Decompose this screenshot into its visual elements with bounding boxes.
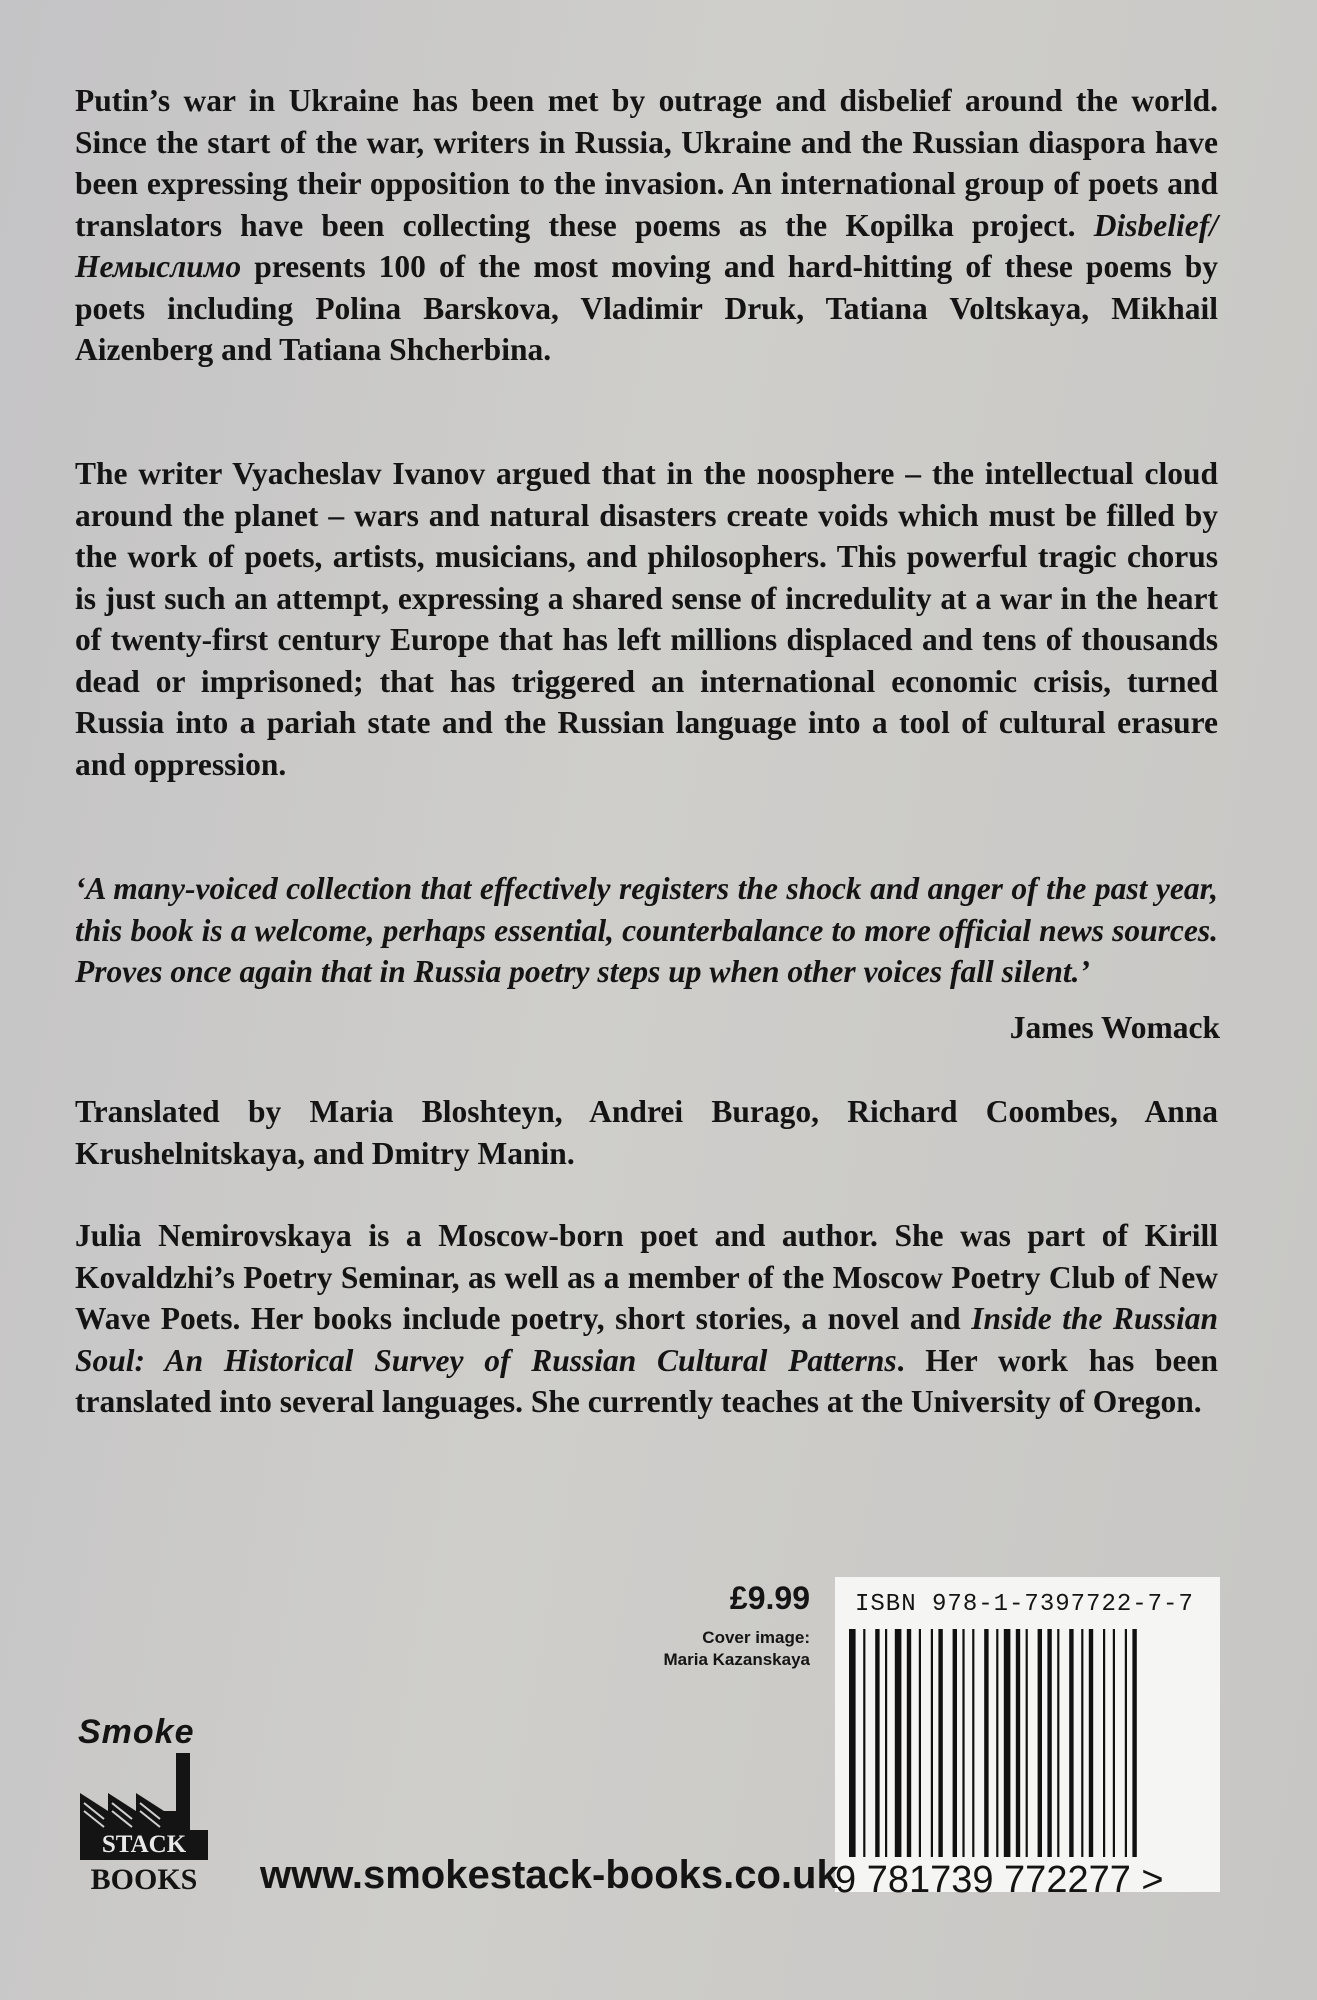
logo-books-label: BOOKS bbox=[90, 1863, 198, 1896]
barcode-bar bbox=[1016, 1629, 1020, 1857]
blurb-paragraph-intro bbox=[75, 80, 1218, 371]
barcode-bar bbox=[1113, 1629, 1115, 1857]
isbn-barcode-box bbox=[835, 1577, 1220, 1901]
author-bio bbox=[75, 1215, 1218, 1423]
cover-image-credit bbox=[600, 1627, 810, 1671]
translators-paragraph: Translated by Maria Bloshteyn, Andrei Burago, Richard Coombes, Anna Krushelnitskaya, and Dmitry Manin. bbox=[75, 1094, 1218, 1171]
barcode-bar bbox=[938, 1629, 942, 1857]
bio-text: Julia Nemirovskaya is a Moscow-born poet and author. She was part of Kirill Kovaldzhi’s Poetry Seminar, as well as a member of the Moscow Poetry Club of New Wave Poets. Her books include poetry, short stories, a novel and bbox=[75, 1218, 1218, 1336]
cover-image-artist: Maria Kazanskaya bbox=[663, 1650, 810, 1669]
isbn-number: ISBN 978-1-7397722-7-7 bbox=[855, 1591, 1194, 1618]
barcode-bar bbox=[1125, 1629, 1127, 1857]
barcode-bar bbox=[1132, 1629, 1136, 1857]
barcode-bar bbox=[885, 1629, 887, 1857]
barcode-bar bbox=[962, 1629, 964, 1857]
blurb-paragraph-ivanov: The writer Vyacheslav Ivanov argued that in the noosphere – the intellectual cloud around the planet – wars and natural disasters create voids which must be filled by the work of poets, artists, musicians, and philosophers. This powerful tragic chorus is just such an attempt, expressing a shared sense of incredulity at a war in the heart of twenty-first century Europe that has left millions displaced and tens of thousands dead or imprisoned; that has triggered an international economic crisis, turned Russia into a pariah state and the Russian language into a tool of cultural erasure and oppression. bbox=[75, 456, 1218, 782]
bio-text-cont: . Her work has been translated into several languages. She currently teaches at the University of Oregon. bbox=[75, 1342, 1219, 1419]
quote-credit: James Womack bbox=[1009, 1010, 1220, 1045]
review-quote: ‘A many-voiced collection that effectively registers the shock and anger of the past year, this book is a welcome, perhaps essential, counterbalance to more official news sources. Proves once again that in Russia poetry steps up when other voices fall silent.’ bbox=[75, 871, 1218, 989]
barcode-bar bbox=[1038, 1629, 1042, 1857]
barcode-icon bbox=[849, 1629, 1206, 1857]
bio-book-title: Inside the Russian Soul: An Historical Survey of Russian Cultural Patterns bbox=[75, 1301, 1219, 1378]
barcode-bar bbox=[1004, 1629, 1011, 1857]
barcode-bar bbox=[1057, 1629, 1059, 1857]
barcode-bar bbox=[849, 1629, 856, 1857]
barcode-bar bbox=[953, 1629, 957, 1857]
intro-text: Putin’s war in Ukraine has been met by outrage and disbelief around the world. Since the start of the war, writers in Russia, Ukraine and the Russian diaspora have been expressing their opposition to the invasion. An international group of poets and translators have been collecting these poems as the Kopilka project. bbox=[75, 83, 1218, 243]
barcode-bar bbox=[1026, 1629, 1028, 1857]
barcode-bar bbox=[919, 1629, 921, 1857]
barcode-digits: 9 781739 772277 > bbox=[835, 1859, 1164, 1901]
barcode-bar bbox=[996, 1629, 998, 1857]
publisher-logo bbox=[78, 1713, 210, 1896]
barcode-bar bbox=[1047, 1629, 1051, 1857]
cover-image-label: Cover image: bbox=[702, 1628, 810, 1647]
factory-icon bbox=[78, 1753, 210, 1833]
barcode-bar bbox=[1069, 1629, 1073, 1857]
barcode-bar bbox=[875, 1629, 879, 1857]
barcode-bar bbox=[1081, 1629, 1083, 1857]
intro-text-cont: presents 100 of the most moving and hard-hitting of these poems by poets including Polina Barskova, Vladimir Druk, Tatiana Voltskaya, Mikhail Aizenberg and Tatiana Shcherbina. bbox=[75, 249, 1218, 367]
logo-stack-label: STACK bbox=[80, 1830, 208, 1860]
barcode-bar bbox=[895, 1629, 902, 1857]
barcode-bar bbox=[907, 1629, 911, 1857]
barcode-bar bbox=[984, 1629, 988, 1857]
price: £9.99 bbox=[729, 1580, 810, 1616]
barcode-bar bbox=[972, 1629, 974, 1857]
book-title: Disbelief/ Немыслимо bbox=[75, 207, 1218, 284]
logo-wordmark: Smoke bbox=[78, 1713, 195, 1751]
barcode-bar bbox=[1089, 1629, 1093, 1857]
barcode-bar bbox=[931, 1629, 933, 1857]
barcode-bar bbox=[863, 1629, 865, 1857]
publisher-website[interactable]: www.smokestack-books.co.uk bbox=[260, 1853, 839, 1897]
barcode-bar bbox=[1103, 1629, 1105, 1857]
